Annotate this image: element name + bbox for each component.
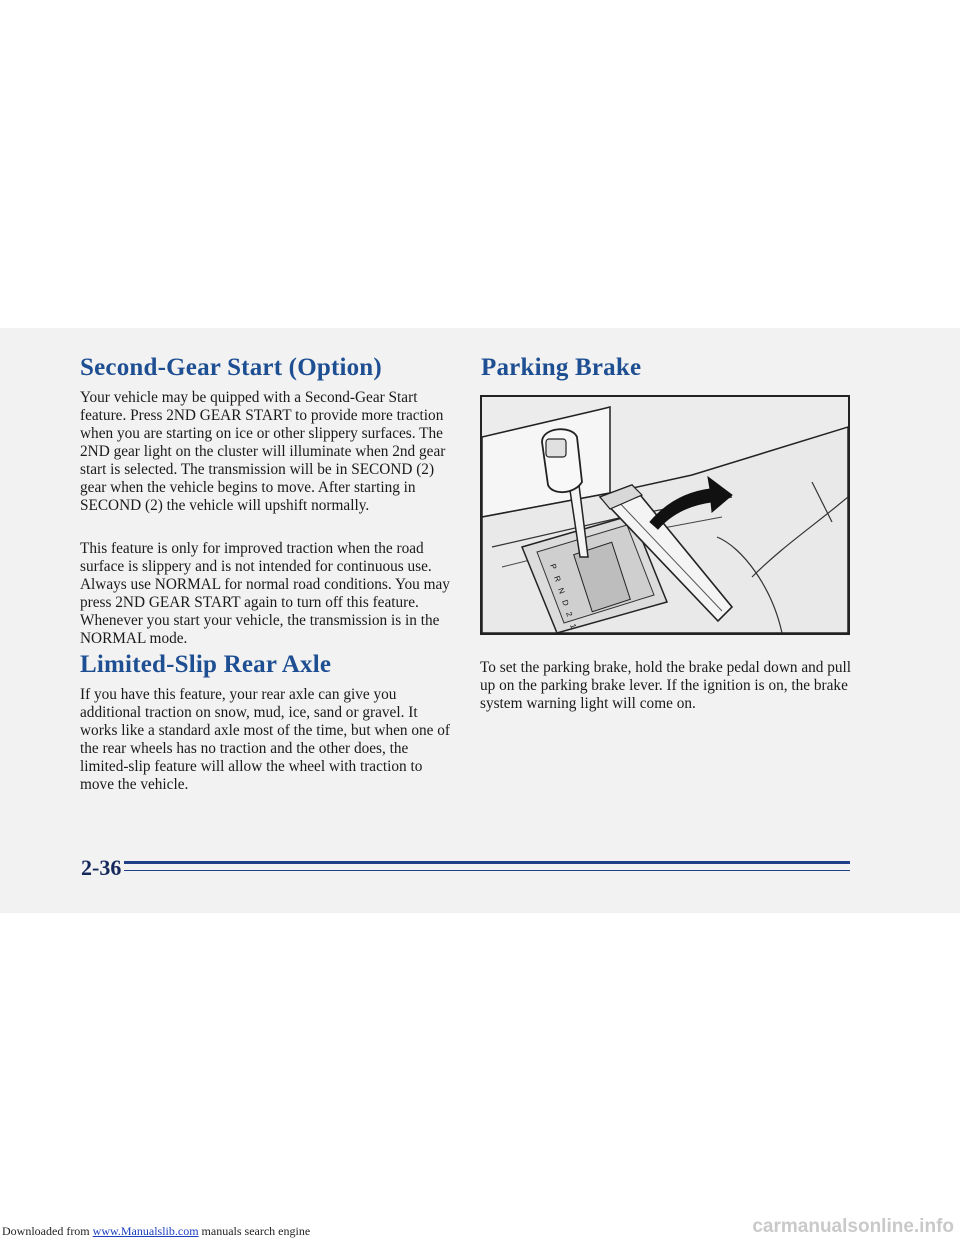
second-gear-start-heading: Second-Gear Start (Option) [80, 354, 382, 381]
footer-rule [124, 861, 850, 864]
watermark-text: carmanualsonline.info [752, 1216, 954, 1237]
gear-position-label: 1 [568, 622, 579, 630]
limited-slip-heading: Limited-Slip Rear Axle [80, 651, 332, 678]
gear-position-label: R [552, 574, 563, 584]
manualslib-link[interactable]: www.Manualslib.com [92, 1224, 199, 1238]
gear-position-label: 2 [564, 610, 575, 618]
gear-position-label: P [548, 562, 559, 571]
gear-position-label: D [560, 598, 571, 608]
second-gear-start-paragraph-1: Your vehicle may be quipped with a Second-Gear Start feature. Press 2ND GEAR START to provide more traction when you are starting on ice or other slippery surfaces. The 2ND gear light on the cluster will illuminate when 2nd gear start is selected. The transmission will be in SECOND (2) gear when the vehicle begins to move. After starting in SECOND (2) the vehicle will upshift normally. [80, 389, 446, 514]
gear-position-label: N [556, 586, 567, 596]
parking-brake-figure [480, 395, 850, 635]
page-number: 2-36 [81, 855, 122, 880]
parking-brake-lever-illustration [482, 397, 848, 633]
second-gear-start-paragraph-2: This feature is only for improved traction when the road surface is slippery and is not intended for continuous use. Always use NORMAL for normal road conditions. You may press 2ND GEAR START again to turn off this feature. Whenever you start your vehicle, the transmission is in the NORMAL mode. [80, 540, 450, 647]
parking-brake-heading: Parking Brake [481, 354, 642, 381]
footer-rule-thin [124, 870, 850, 871]
limited-slip-paragraph: If you have this feature, your rear axle can give you additional traction on snow, mud, ice, sand or gravel. It works like a standard axle most of the time, but when one of the rear wheels has no traction and the other does, the limited-slip feature will allow the wheel with traction to move the vehicle. [80, 686, 451, 793]
footer-prefix: Downloaded from [2, 1224, 93, 1238]
footer-suffix: manuals search engine [198, 1224, 311, 1238]
download-footer [2, 1224, 310, 1239]
parking-brake-paragraph: To set the parking brake, hold the brake pedal down and pull up on the parking brake lever. If the ignition is on, the brake system warning light will come on. [480, 659, 852, 712]
